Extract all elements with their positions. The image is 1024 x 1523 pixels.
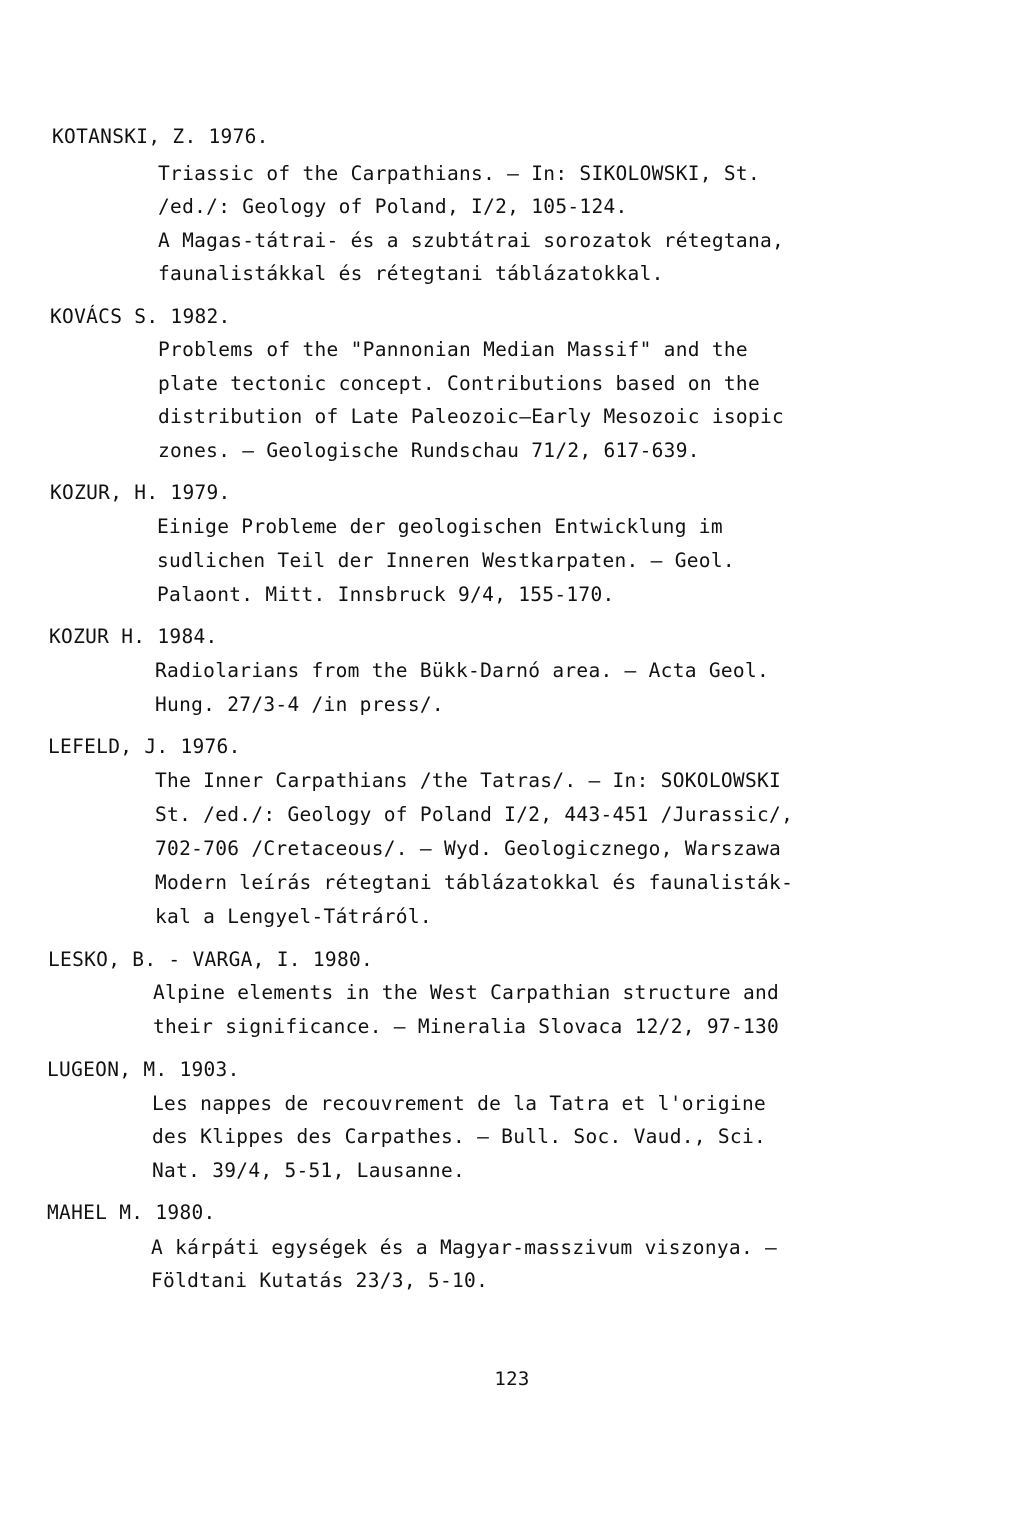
entry-text-line: des Klippes des Carpathes. — Bull. Soc. Vaud., Sci.: [152, 1125, 767, 1148]
entry-text-line: sudlichen Teil der Inneren Westkarpaten. — Geol.: [157, 549, 735, 572]
entry-author-year: KOTANSKI, Z. 1976.: [52, 125, 269, 148]
entry-text-line: Földtani Kutatás 23/3, 5-10.: [151, 1269, 489, 1292]
entry-text-line: Radiolarians from the Bükk-Darnó area. — Acta Geol.: [155, 659, 770, 682]
entry-text-line: 702-706 /Cretaceous/. — Wyd. Geologicznego, Warszawa: [155, 837, 782, 860]
entry-text-line: Triassic of the Carpathians. — In: SIKOLOWSKI, St.: [158, 162, 760, 185]
entry-author-year: LESKO, B. - VARGA, I. 1980.: [48, 948, 374, 971]
entry-text-line: A kárpáti egységek és a Magyar-masszivum viszonya. —: [151, 1236, 778, 1259]
entry-text-line: their significance. — Mineralia Slovaca 12/2, 97-130: [153, 1015, 780, 1038]
entry-text-line: Les nappes de recouvrement de la Tatra et l'origine: [152, 1092, 767, 1115]
entry-text-line: plate tectonic concept. Contributions based on the: [158, 372, 760, 395]
entry-text-line: distribution of Late Paleozoic—Early Mesozoic isopic: [158, 405, 785, 428]
entry-author-year: LUGEON, M. 1903.: [47, 1058, 240, 1081]
entry-text-line: Modern leírás rétegtani táblázatokkal és faunalisták-: [155, 871, 794, 894]
entry-text-line: Hung. 27/3-4 /in press/.: [155, 693, 444, 716]
entry-author-year: KOZUR, H. 1979.: [50, 481, 231, 504]
entry-text-line: Einige Probleme der geologischen Entwicklung im: [157, 515, 723, 538]
entry-text-line: /ed./: Geology of Poland, I/2, 105-124.: [158, 195, 628, 218]
entry-author-year: KOVÁCS S. 1982.: [50, 305, 231, 328]
entry-text-line: Problems of the "Pannonian Median Massif" and the: [158, 338, 748, 361]
entry-author-year: KOZUR H. 1984.: [49, 625, 218, 648]
entry-text-line: kal a Lengyel-Tátráról.: [155, 905, 432, 928]
page-number: 123: [494, 1368, 530, 1390]
entry-text-line: Nat. 39/4, 5-51, Lausanne.: [152, 1159, 466, 1182]
entry-text-line: zones. — Geologische Rundschau 71/2, 617-639.: [158, 439, 700, 462]
entry-text-line: faunalistákkal és rétegtani táblázatokkal.: [158, 262, 664, 285]
entry-author-year: MAHEL M. 1980.: [47, 1201, 216, 1224]
entry-text-line: Alpine elements in the West Carpathian structure and: [153, 981, 780, 1004]
entry-author-year: LEFELD, J. 1976.: [48, 735, 241, 758]
entry-text-line: The Inner Carpathians /the Tatras/. — In: SOKOLOWSKI: [155, 769, 782, 792]
entry-text-line: St. /ed./: Geology of Poland I/2, 443-451 /Jurassic/,: [155, 803, 794, 826]
entry-text-line: A Magas-tátrai- és a szubtátrai sorozatok rétegtana,: [158, 229, 785, 252]
entry-text-line: Palaont. Mitt. Innsbruck 9/4, 155-170.: [157, 583, 615, 606]
